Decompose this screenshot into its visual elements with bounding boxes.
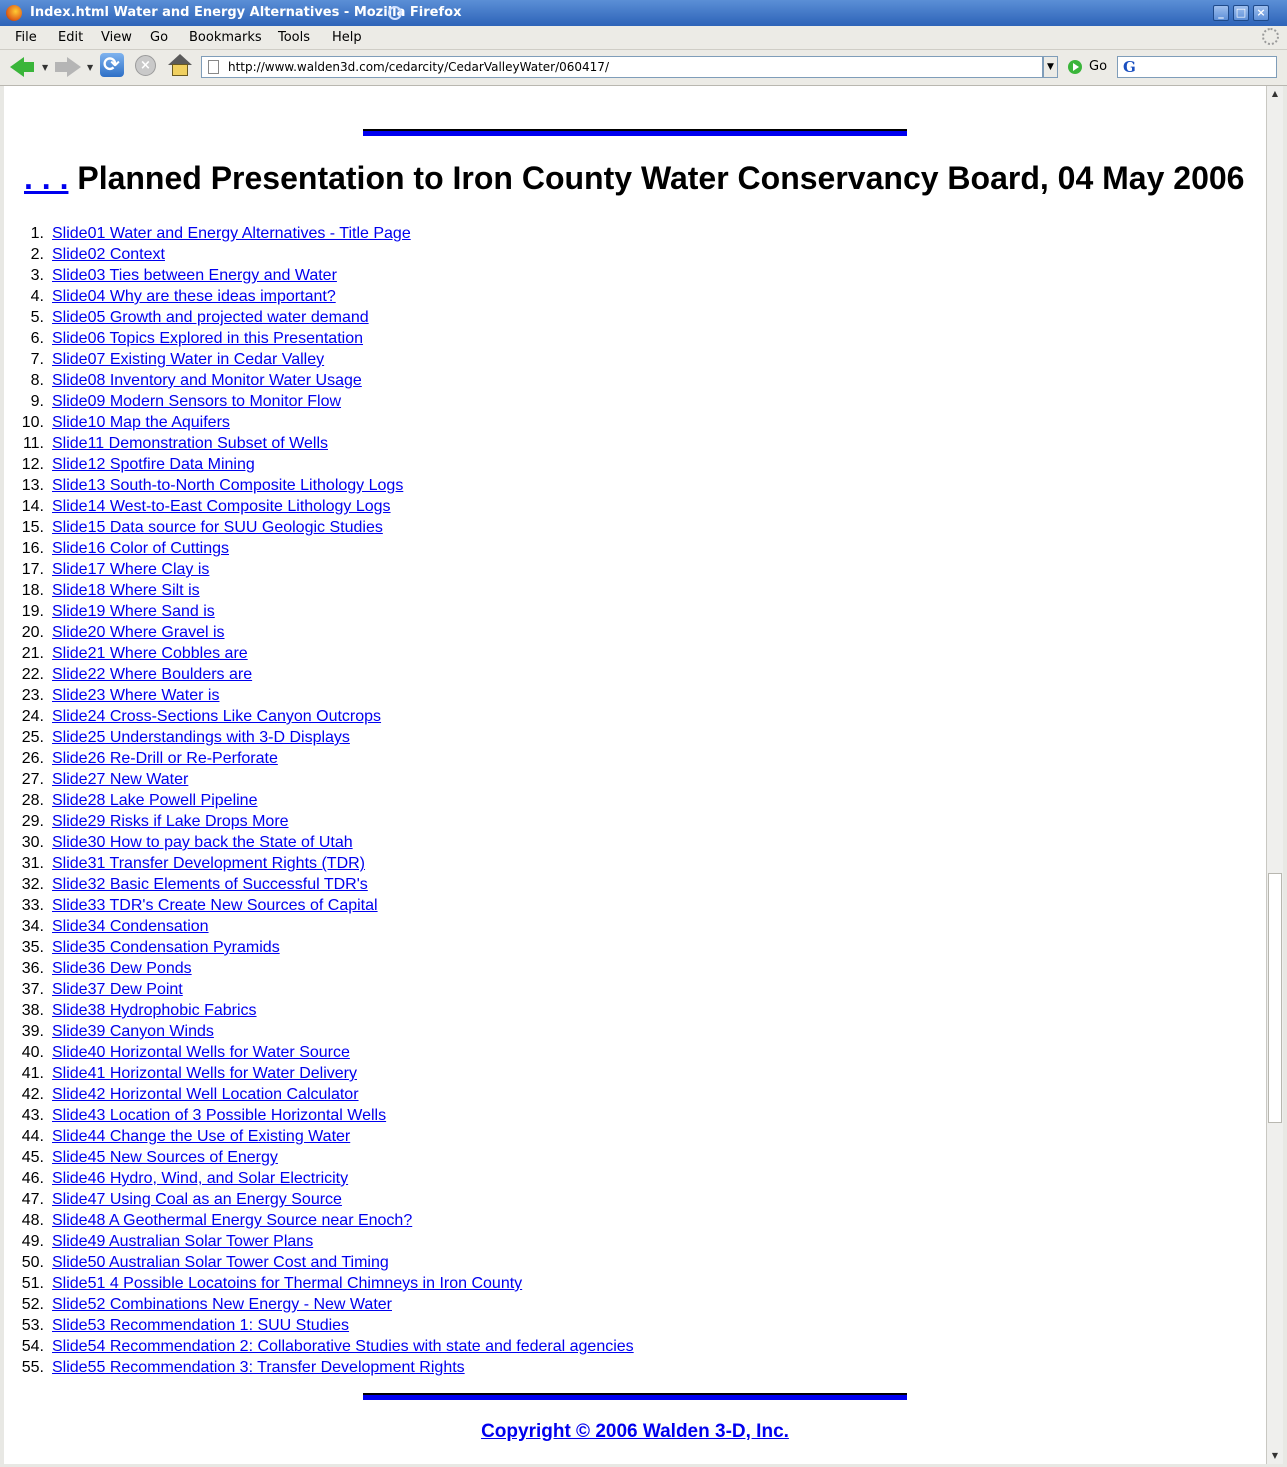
slide-link[interactable]: Slide17 Where Clay is bbox=[52, 561, 210, 578]
home-icon bbox=[172, 64, 188, 76]
firefox-icon bbox=[6, 5, 22, 21]
url-text[interactable]: http://www.walden3d.com/cedarcity/CedarValleyWater/060417/ bbox=[228, 60, 609, 74]
slide-number: 35. bbox=[21, 939, 44, 956]
slide-number: 14. bbox=[21, 498, 44, 515]
bottom-rule bbox=[363, 1393, 907, 1400]
slide-link[interactable]: Slide04 Why are these ideas important? bbox=[52, 288, 336, 305]
slide-number: 55. bbox=[21, 1359, 44, 1376]
page-heading bbox=[24, 160, 1244, 197]
slide-link[interactable]: Slide50 Australian Solar Tower Cost and Timing bbox=[52, 1254, 389, 1271]
forward-button[interactable] bbox=[55, 55, 81, 79]
slide-link[interactable]: Slide44 Change the Use of Existing Water bbox=[52, 1128, 351, 1145]
slide-link[interactable]: Slide09 Modern Sensors to Monitor Flow bbox=[52, 393, 342, 410]
slide-link[interactable]: Slide39 Canyon Winds bbox=[52, 1023, 214, 1040]
slide-number: 49. bbox=[21, 1233, 44, 1250]
window-titlebar bbox=[0, 0, 1287, 26]
scroll-down-button[interactable]: ▼ bbox=[1271, 1451, 1279, 1460]
slide-number: 40. bbox=[21, 1044, 44, 1061]
slide-number: 24. bbox=[21, 708, 44, 725]
slide-link[interactable]: Slide20 Where Gravel is bbox=[52, 624, 225, 641]
slide-link[interactable]: Slide52 Combinations New Energy - New Water bbox=[52, 1296, 392, 1313]
menu-view[interactable]: View bbox=[101, 30, 132, 45]
slide-number: 3. bbox=[30, 267, 44, 284]
slide-number: 1. bbox=[30, 225, 44, 242]
slide-link[interactable]: Slide45 New Sources of Energy bbox=[52, 1149, 278, 1166]
slide-number: 13. bbox=[21, 477, 44, 494]
slide-number: 41. bbox=[21, 1065, 44, 1082]
slide-link[interactable]: Slide06 Topics Explored in this Presentation bbox=[52, 330, 363, 347]
slide-link[interactable]: Slide22 Where Boulders are bbox=[52, 666, 253, 683]
slide-number: 2. bbox=[30, 246, 44, 263]
slide-link[interactable]: Slide25 Understandings with 3-D Displays bbox=[52, 729, 350, 746]
slide-number: 39. bbox=[21, 1023, 44, 1040]
slide-link[interactable]: Slide08 Inventory and Monitor Water Usage bbox=[52, 372, 362, 389]
slide-link[interactable]: Slide31 Transfer Development Rights (TDR) bbox=[52, 855, 366, 872]
slide-number: 17. bbox=[21, 561, 44, 578]
slide-link[interactable]: Slide13 South-to-North Composite Lithology Logs bbox=[52, 477, 404, 494]
slide-number: 18. bbox=[21, 582, 44, 599]
slide-number: 25. bbox=[21, 729, 44, 746]
slide-number: 10. bbox=[21, 414, 44, 431]
slide-number: 37. bbox=[21, 981, 44, 998]
slide-number: 15. bbox=[21, 519, 44, 536]
slide-link[interactable]: Slide23 Where Water is bbox=[52, 687, 220, 704]
throbber-icon bbox=[1262, 28, 1279, 45]
slide-link[interactable]: Slide21 Where Cobbles are bbox=[52, 645, 248, 662]
slide-number: 48. bbox=[21, 1212, 44, 1229]
slide-link[interactable]: Slide51 4 Possible Locatoins for Thermal Chimneys in Iron County bbox=[52, 1275, 523, 1292]
slide-number: 12. bbox=[21, 456, 44, 473]
slide-number: 44. bbox=[21, 1128, 44, 1145]
slide-link[interactable]: Slide35 Condensation Pyramids bbox=[52, 939, 280, 956]
slide-link[interactable]: Slide54 Recommendation 2: Collaborative Studies with state and federal agencies bbox=[52, 1338, 634, 1355]
stop-button[interactable]: × bbox=[135, 55, 156, 76]
slide-number: 6. bbox=[30, 330, 44, 347]
go-icon bbox=[1068, 60, 1082, 74]
menu-bookmarks[interactable]: Bookmarks bbox=[189, 30, 262, 45]
heading-link[interactable]: . . . bbox=[24, 160, 69, 196]
slide-number: 22. bbox=[21, 666, 44, 683]
slide-number: 5. bbox=[30, 309, 44, 326]
slide-number: 4. bbox=[30, 288, 44, 305]
slide-link[interactable]: Slide43 Location of 3 Possible Horizontal Wells bbox=[52, 1107, 387, 1124]
slide-number: 9. bbox=[30, 393, 44, 410]
slide-link[interactable]: Slide33 TDR's Create New Sources of Capital bbox=[52, 897, 378, 914]
menu-bar bbox=[0, 26, 1287, 50]
back-history-dropdown[interactable]: ▼ bbox=[42, 63, 49, 72]
slide-link[interactable]: Slide34 Condensation bbox=[52, 918, 209, 935]
slide-link[interactable]: Slide29 Risks if Lake Drops More bbox=[52, 813, 289, 830]
slide-number: 26. bbox=[21, 750, 44, 767]
slide-number: 46. bbox=[21, 1170, 44, 1187]
menu-file[interactable]: File bbox=[15, 30, 37, 45]
slide-number: 53. bbox=[21, 1317, 44, 1334]
slide-link[interactable]: Slide15 Data source for SUU Geologic Studies bbox=[52, 519, 383, 536]
slide-number: 45. bbox=[21, 1149, 44, 1166]
slide-link[interactable]: Slide01 Water and Energy Alternatives - Title Page bbox=[52, 225, 411, 242]
slide-number: 36. bbox=[21, 960, 44, 977]
slide-number: 51. bbox=[21, 1275, 44, 1292]
go-label: Go bbox=[1089, 59, 1108, 74]
maximize-button[interactable]: □ bbox=[1233, 5, 1249, 21]
slide-link[interactable]: Slide07 Existing Water in Cedar Valley bbox=[52, 351, 325, 368]
slide-link[interactable]: Slide38 Hydrophobic Fabrics bbox=[52, 1002, 257, 1019]
top-rule bbox=[363, 129, 907, 136]
menu-edit[interactable]: Edit bbox=[58, 30, 84, 45]
close-window-button[interactable]: × bbox=[1253, 5, 1269, 21]
slide-link[interactable]: Slide42 Horizontal Well Location Calculator bbox=[52, 1086, 359, 1103]
scroll-up-button[interactable]: ▲ bbox=[1271, 89, 1279, 98]
slide-number: 8. bbox=[30, 372, 44, 389]
slide-link[interactable]: Slide27 New Water bbox=[52, 771, 189, 788]
page-icon bbox=[208, 60, 219, 74]
slide-number: 29. bbox=[21, 813, 44, 830]
slide-number: 31. bbox=[21, 855, 44, 872]
slide-number: 19. bbox=[21, 603, 44, 620]
slide-link[interactable]: Slide47 Using Coal as an Energy Source bbox=[52, 1191, 342, 1208]
slide-number: 7. bbox=[30, 351, 44, 368]
slide-link[interactable]: Slide24 Cross-Sections Like Canyon Outcrops bbox=[52, 708, 382, 725]
slide-number: 21. bbox=[21, 645, 44, 662]
slide-number: 16. bbox=[21, 540, 44, 557]
copyright bbox=[4, 1421, 1266, 1443]
home-button[interactable] bbox=[168, 54, 192, 78]
slide-link[interactable]: Slide12 Spotfire Data Mining bbox=[52, 456, 255, 473]
forward-history-dropdown[interactable]: ▼ bbox=[87, 63, 94, 72]
slide-link[interactable]: Slide26 Re-Drill or Re-Perforate bbox=[52, 750, 278, 767]
page-content bbox=[4, 86, 1266, 1464]
slide-link[interactable]: Slide03 Ties between Energy and Water bbox=[52, 267, 337, 284]
slide-link[interactable]: Slide46 Hydro, Wind, and Solar Electricity bbox=[52, 1170, 349, 1187]
slide-number: 43. bbox=[21, 1107, 44, 1124]
url-history-dropdown[interactable]: ▼ bbox=[1043, 56, 1058, 78]
slide-link[interactable]: Slide40 Horizontal Wells for Water Source bbox=[52, 1044, 350, 1061]
slide-link[interactable]: Slide16 Color of Cuttings bbox=[52, 540, 229, 557]
slide-link[interactable]: Slide49 Australian Solar Tower Plans bbox=[52, 1233, 314, 1250]
menu-tools[interactable]: Tools bbox=[278, 30, 311, 45]
back-button[interactable] bbox=[10, 55, 36, 79]
scrollbar-thumb[interactable] bbox=[1268, 873, 1282, 1123]
slide-number: 27. bbox=[21, 771, 44, 788]
slide-number: 28. bbox=[21, 792, 44, 809]
slide-number: 47. bbox=[21, 1191, 44, 1208]
slide-link[interactable]: Slide28 Lake Powell Pipeline bbox=[52, 792, 258, 809]
slide-link[interactable]: Slide53 Recommendation 1: SUU Studies bbox=[52, 1317, 350, 1334]
slide-link[interactable]: Slide30 How to pay back the State of Utah bbox=[52, 834, 353, 851]
window-title: Index.html Water and Energy Alternatives - Mozilla Firefox bbox=[30, 5, 462, 20]
slide-number: 23. bbox=[21, 687, 44, 704]
slide-number: 34. bbox=[21, 918, 44, 935]
slide-number: 20. bbox=[21, 624, 44, 641]
forward-icon bbox=[67, 57, 81, 77]
slide-number: 54. bbox=[21, 1338, 44, 1355]
slide-link[interactable]: Slide05 Growth and projected water demand bbox=[52, 309, 369, 326]
slide-link[interactable]: Slide14 West-to-East Composite Lithology Logs bbox=[52, 498, 391, 515]
slide-link[interactable]: Slide19 Where Sand is bbox=[52, 603, 215, 620]
slide-link[interactable]: Slide11 Demonstration Subset of Wells bbox=[52, 435, 328, 452]
slide-link[interactable]: Slide36 Dew Ponds bbox=[52, 960, 192, 977]
search-input[interactable] bbox=[1117, 56, 1277, 78]
slide-number: 38. bbox=[21, 1002, 44, 1019]
menu-go[interactable]: Go bbox=[150, 30, 169, 45]
minimize-button[interactable]: _ bbox=[1213, 5, 1229, 21]
slide-number: 11. bbox=[22, 435, 44, 452]
vertical-scrollbar[interactable] bbox=[1266, 86, 1283, 1464]
slide-link[interactable]: Slide18 Where Silt is bbox=[52, 582, 200, 599]
slide-link[interactable]: Slide41 Horizontal Wells for Water Delivery bbox=[52, 1065, 357, 1082]
google-icon: G bbox=[1123, 58, 1136, 76]
heading-text: Planned Presentation to Iron County Water Conservancy Board, 04 May 2006 bbox=[77, 160, 1245, 196]
slide-number: 32. bbox=[21, 876, 44, 893]
slide-link[interactable]: Slide48 A Geothermal Energy Source near Enoch? bbox=[52, 1212, 413, 1229]
reload-button[interactable] bbox=[100, 53, 124, 77]
slide-number: 30. bbox=[21, 834, 44, 851]
slide-number: 42. bbox=[21, 1086, 44, 1103]
slide-link[interactable]: Slide02 Context bbox=[52, 246, 165, 263]
menu-help[interactable]: Help bbox=[332, 30, 362, 45]
slide-link[interactable]: Slide55 Recommendation 3: Transfer Development Rights bbox=[52, 1359, 465, 1376]
slide-link[interactable]: Slide10 Map the Aquifers bbox=[52, 414, 230, 431]
slide-number: 33. bbox=[21, 897, 44, 914]
url-bar[interactable] bbox=[201, 56, 1043, 78]
copyright-link[interactable]: Copyright © 2006 Walden 3-D, Inc. bbox=[481, 1421, 789, 1442]
window-swirl-icon bbox=[388, 6, 402, 20]
slide-link[interactable]: Slide32 Basic Elements of Successful TDR's bbox=[52, 876, 368, 893]
slide-number: 52. bbox=[21, 1296, 44, 1313]
slide-number: 50. bbox=[21, 1254, 44, 1271]
slide-link[interactable]: Slide37 Dew Point bbox=[52, 981, 183, 998]
